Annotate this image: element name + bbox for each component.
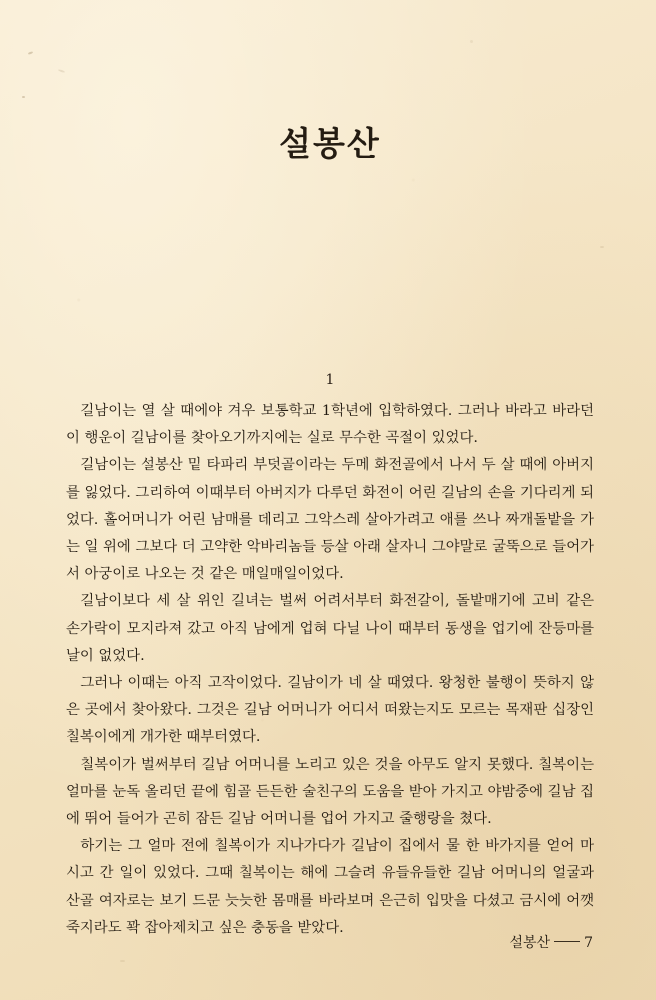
paper-speck <box>600 246 604 248</box>
running-title: 설봉산 <box>509 935 551 951</box>
paragraph: 그러나 이때는 아직 고작이었다. 길남이가 네 살 때였다. 왕청한 불행이 뜻하지 않은 곳에서 찾아왔다. 그것은 길남 어머니가 어디서 떠왔는지도 모르는 목재판 십장인 칠복이에게 개가한 때부터였다. <box>66 675 594 746</box>
page-title: 설봉산 <box>279 124 381 164</box>
paragraph: 하기는 그 얼마 전에 칠복이가 지나가다가 길남이 집에서 물 한 바가지를 얻어 마시고 간 일이 있었다. 그때 칠복이는 해에 그슬려 유들유들한 길남 어머니의 얼굴과 산골 여자로는 보기 드문 늣늣한 몸매를 바라보며 은근히 입맛을 다셨고 금시에 어깻죽지라도 꽉 잡아제치고 싶은 충동을 받았다. <box>66 838 594 936</box>
footer-rule <box>554 941 580 942</box>
paragraph: 길남이는 설봉산 밑 타파리 부덧골이라는 두메 화전골에서 나서 두 살 때에 아버지를 잃었다. 그리하여 이때부터 아버지가 다루던 화전이 어린 길남의 손을 기다리게 되었다. 홀어머니가 어린 남매를 데리고 그악스레 살아가려고 애를 쓰나 짜개돌밭을 가는 일 위에 그보다 더 고약한 악바리놈들 등살 아래 살자니 그야말로 굴뚝으로 들어가서 아궁이로 나오는 것 같은 매일매일이었다. <box>66 457 594 583</box>
section-number: 1 <box>325 372 335 388</box>
paper-speck <box>58 69 65 73</box>
paper-speck <box>28 51 33 55</box>
paragraph: 길남이보다 세 살 위인 길녀는 벌써 어려서부터 화전갈이, 돌밭매기에 고비 같은 손가락이 모지라져 갔고 아직 남에게 업혀 다닐 나이 때부터 동생을 업기에 잔등마를 날이 없었다. <box>66 593 594 664</box>
paper-speck <box>22 96 25 98</box>
body-text <box>66 398 594 942</box>
page-content <box>66 0 594 1000</box>
page-footer <box>66 932 594 952</box>
page-number: 7 <box>584 935 594 951</box>
paragraph: 길남이는 열 살 때에야 겨우 보통학교 1학년에 입학하였다. 그러나 바라고 바라던 이 행운이 길남이를 찾아오기까지에는 실로 무수한 곡절이 있었다. <box>66 403 594 447</box>
paragraph: 칠복이가 벌써부터 길남 어머니를 노리고 있은 것을 아무도 알지 못했다. 칠복이는 얼마를 눈독 올리던 끝에 힘골 든든한 술친구의 도움을 받아 가지고 야밤중에 길남 집에 뛰어 들어가 곤히 잠든 길남 어머니를 업어 가지고 줄행랑을 쳤다. <box>66 756 594 828</box>
